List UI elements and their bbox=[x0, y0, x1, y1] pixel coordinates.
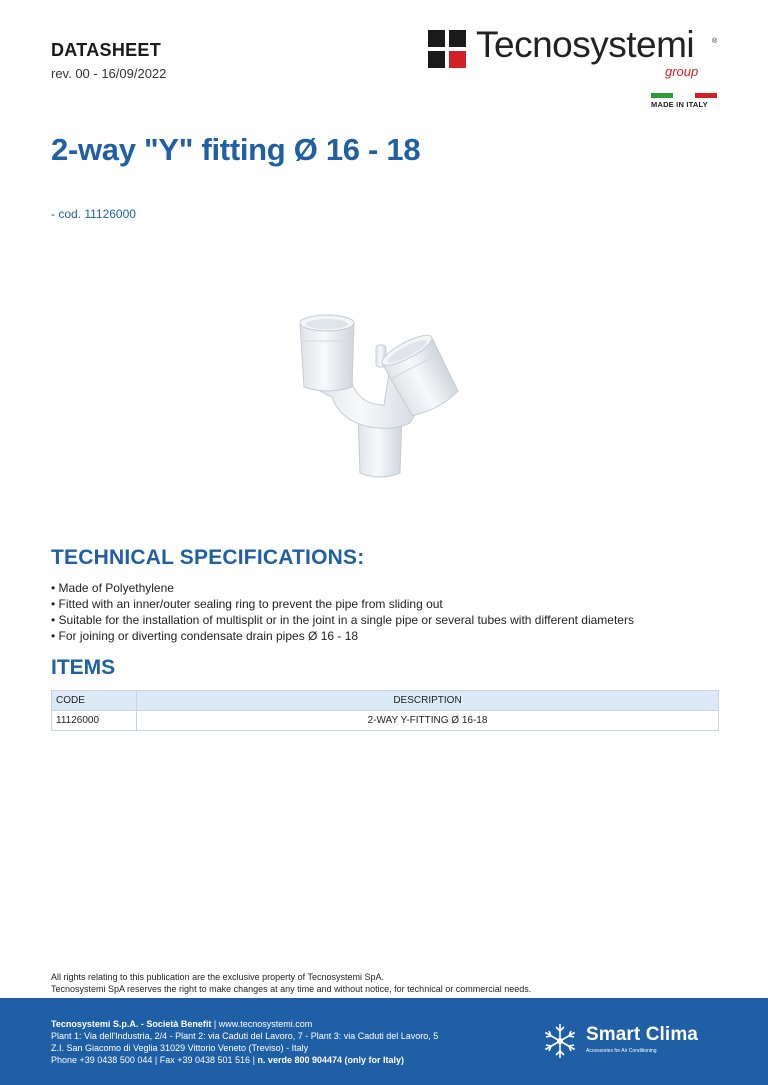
phone-number: Phone +39 0438 500 044 bbox=[51, 1055, 153, 1065]
footer-contacts bbox=[51, 1018, 438, 1066]
made-in-italy-badge bbox=[651, 93, 717, 109]
brand-registered-mark: ® bbox=[712, 38, 718, 45]
tecnosystemi-logo-icon bbox=[428, 30, 466, 68]
rights-line: Tecnosystemi SpA reserves the right to make changes at any time and without notice, for technical or commercial needs. bbox=[51, 984, 532, 994]
item-description-cell: 2-WAY Y-FITTING Ø 16-18 bbox=[137, 711, 719, 731]
made-in-label: MADE IN ITALY bbox=[651, 100, 708, 109]
brand-name: Tecnosystemi bbox=[476, 24, 695, 65]
spec-item: • Suitable for the installation of multisplit or in the joint in a single pipe or several tubes with different diameters bbox=[51, 612, 634, 628]
toll-free-number: n. verde 800 904474 (only for Italy) bbox=[257, 1055, 405, 1065]
specs-list bbox=[51, 580, 634, 644]
product-title: 2-way "Y" fitting Ø 16 - 18 bbox=[51, 132, 421, 167]
separator: | bbox=[252, 1055, 255, 1065]
rights-line: All rights relating to this publication are the exclusive property of Tecnosystemi SpA. bbox=[51, 972, 384, 982]
street-address: Z.I. San Giacomo di Veglia 31029 Vittorio Veneto (Treviso) - Italy bbox=[51, 1043, 309, 1053]
spec-item: • Made of Polyethylene bbox=[51, 580, 634, 596]
doc-type: DATASHEET bbox=[51, 40, 162, 60]
website-link[interactable]: www.tecnosystemi.com bbox=[218, 1019, 313, 1029]
specs-heading: TECHNICAL SPECIFICATIONS: bbox=[51, 546, 365, 569]
column-header-code: CODE bbox=[52, 691, 137, 711]
revision-date: rev. 00 - 16/09/2022 bbox=[51, 66, 167, 81]
table-header-row bbox=[52, 691, 719, 711]
spec-item: • Fitted with an inner/outer sealing ring to prevent the pipe from sliding out bbox=[51, 596, 634, 612]
item-code-cell: 11126000 bbox=[52, 711, 137, 731]
footer-company-line bbox=[51, 1018, 438, 1030]
brand-group: group bbox=[665, 64, 699, 79]
footer-phone-line bbox=[51, 1054, 438, 1066]
smart-clima-snowflake-icon bbox=[541, 1022, 579, 1060]
brand-logo bbox=[428, 24, 728, 84]
separator: | bbox=[154, 1055, 158, 1065]
rights-notice bbox=[51, 971, 531, 995]
partner-brand-tagline: Accessories for Air Conditioning bbox=[586, 1048, 657, 1054]
table-row bbox=[52, 711, 719, 731]
column-header-description: DESCRIPTION bbox=[137, 691, 719, 711]
partner-brand-name: Smart Clima bbox=[586, 1024, 698, 1045]
italian-flag-icon bbox=[651, 93, 717, 98]
separator: | bbox=[213, 1019, 217, 1029]
product-image bbox=[280, 305, 480, 485]
spec-item: • For joining or diverting condensate drain pipes Ø 16 - 18 bbox=[51, 628, 634, 644]
plants-address: Plant 1: Via dell'Industria, 2/4 - Plant 2: via Caduti del Lavoro, 7 - Plant 3: via Caduti del Lavoro, 5 bbox=[51, 1031, 439, 1041]
footer bbox=[0, 998, 768, 1085]
product-code: - cod. 11126000 bbox=[51, 207, 136, 221]
fax-number: Fax +39 0438 501 516 bbox=[159, 1055, 251, 1065]
items-heading: ITEMS bbox=[51, 656, 116, 679]
company-name: Tecnosystemi S.p.A. - Società Benefit bbox=[51, 1019, 212, 1029]
items-table bbox=[51, 690, 719, 731]
